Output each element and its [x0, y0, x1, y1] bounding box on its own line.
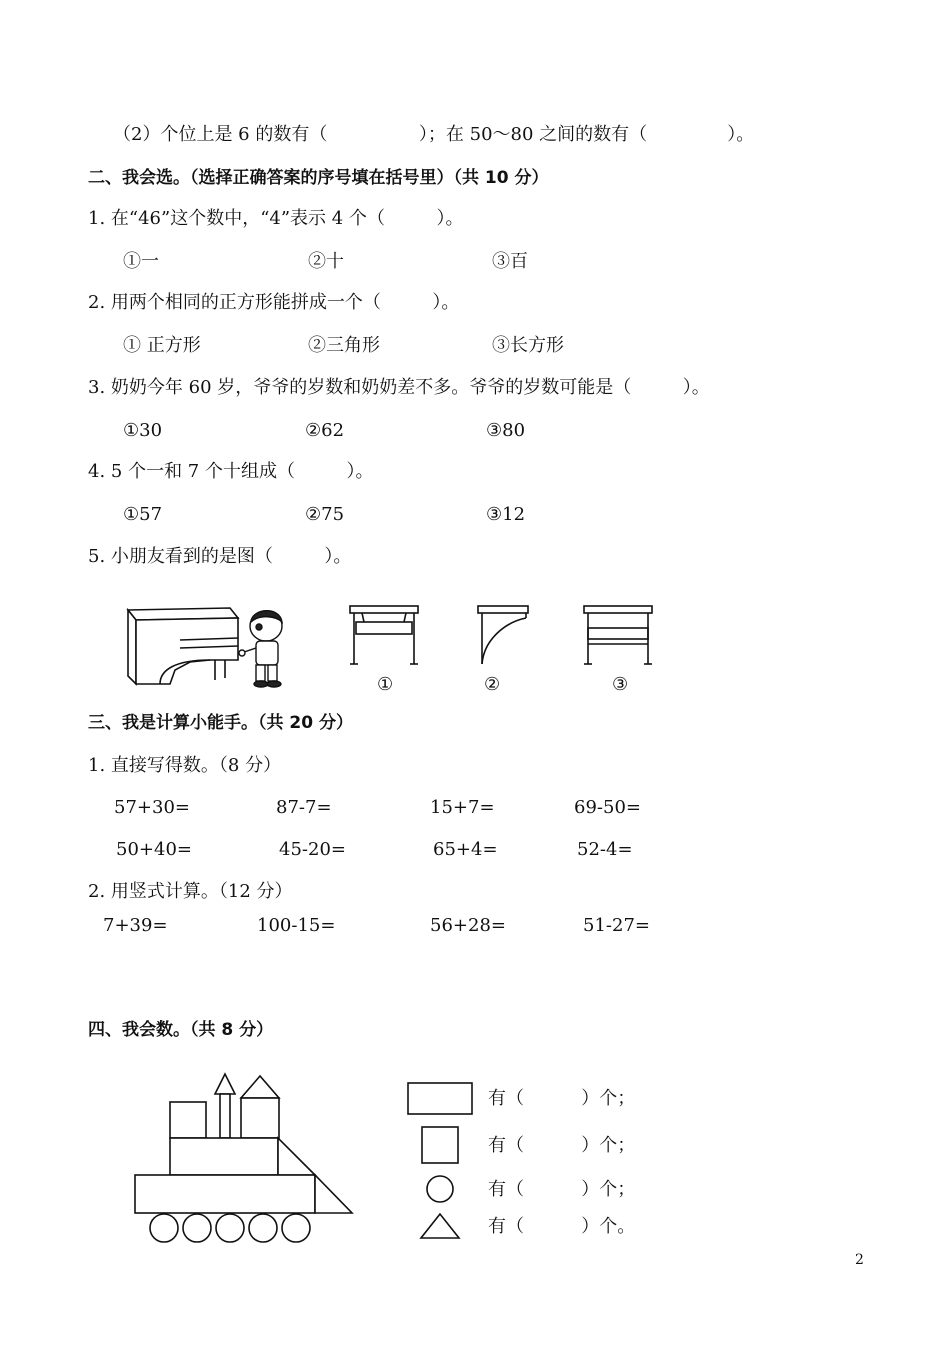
triangle-shape	[421, 1214, 459, 1238]
option-2-2-c: ③长方形	[492, 335, 564, 356]
section-4-title: 四、我会数。（共 8 分）	[88, 1020, 274, 1040]
calc-item: 65+4=	[433, 839, 498, 860]
vertical-calc-item: 7+39=	[103, 915, 168, 936]
section-2-title: 二、我会选。（选择正确答案的序号填在括号里）（共 10 分）	[88, 168, 549, 188]
question-individual-digit-6: （2）个位上是 6 的数有（ ）；在 50～80 之间的数有（ ）。	[113, 124, 755, 145]
shape-legend	[405, 1080, 475, 1242]
option-2-3-a: ①30	[123, 420, 163, 441]
circle-shape	[427, 1176, 453, 1202]
calc-item: 57+30=	[114, 797, 190, 818]
part-2-title: 2. 用竖式计算。（12 分）	[88, 881, 293, 902]
figure-label-2: ②	[484, 674, 501, 695]
calc-item: 45-20=	[279, 839, 346, 860]
square-count: 有（ ）个；	[488, 1135, 636, 1156]
back-view-figure	[582, 604, 654, 668]
option-2-2-a: ① 正方形	[123, 335, 201, 356]
figure-label-1: ①	[377, 674, 394, 695]
question-2-5: 5. 小朋友看到的是图（ ）。	[88, 546, 352, 567]
calc-item: 69-50=	[574, 797, 641, 818]
option-2-3-b: ②62	[305, 420, 345, 441]
option-2-4-c: ③12	[486, 504, 526, 525]
train-shape-figure	[130, 1072, 355, 1244]
option-2-1-c: ③百	[492, 251, 528, 272]
calc-item: 52-4=	[577, 839, 633, 860]
triangle-count: 有（ ）个。	[488, 1216, 636, 1237]
calc-item: 50+40=	[116, 839, 192, 860]
square-shape	[422, 1127, 458, 1163]
desk-child-illustration	[120, 600, 290, 692]
side-view-figure	[476, 604, 530, 668]
section-3-title: 三、我是计算小能手。（共 20 分）	[88, 713, 353, 733]
rectangle-count: 有（ ）个；	[488, 1088, 636, 1109]
part-1-title: 1. 直接写得数。（8 分）	[88, 755, 282, 776]
question-2-2: 2. 用两个相同的正方形能拼成一个（ ）。	[88, 292, 460, 313]
option-2-4-b: ②75	[305, 504, 345, 525]
question-2-3: 3. 奶奶今年 60 岁，爷爷的岁数和奶奶差不多。爷爷的岁数可能是（ ）。	[88, 377, 710, 398]
option-2-1-a: ①一	[123, 251, 159, 272]
option-2-2-b: ②三角形	[308, 335, 380, 356]
option-2-1-b: ②十	[308, 251, 344, 272]
question-2-1: 1. 在“46”这个数中，“4”表示 4 个（ ）。	[88, 208, 464, 229]
page-number: 2	[855, 1252, 864, 1268]
figure-label-3: ③	[612, 674, 629, 695]
calc-item: 87-7=	[276, 797, 332, 818]
front-view-figure	[348, 604, 420, 668]
option-2-3-c: ③80	[486, 420, 526, 441]
circle-count: 有（ ）个；	[488, 1179, 636, 1200]
rectangle-shape	[408, 1083, 472, 1114]
question-2-4: 4. 5 个一和 7 个十组成（ ）。	[88, 461, 374, 482]
calc-item: 15+7=	[430, 797, 495, 818]
option-2-4-a: ①57	[123, 504, 163, 525]
vertical-calc-item: 51-27=	[583, 915, 650, 936]
vertical-calc-item: 100-15=	[257, 915, 336, 936]
vertical-calc-item: 56+28=	[430, 915, 506, 936]
